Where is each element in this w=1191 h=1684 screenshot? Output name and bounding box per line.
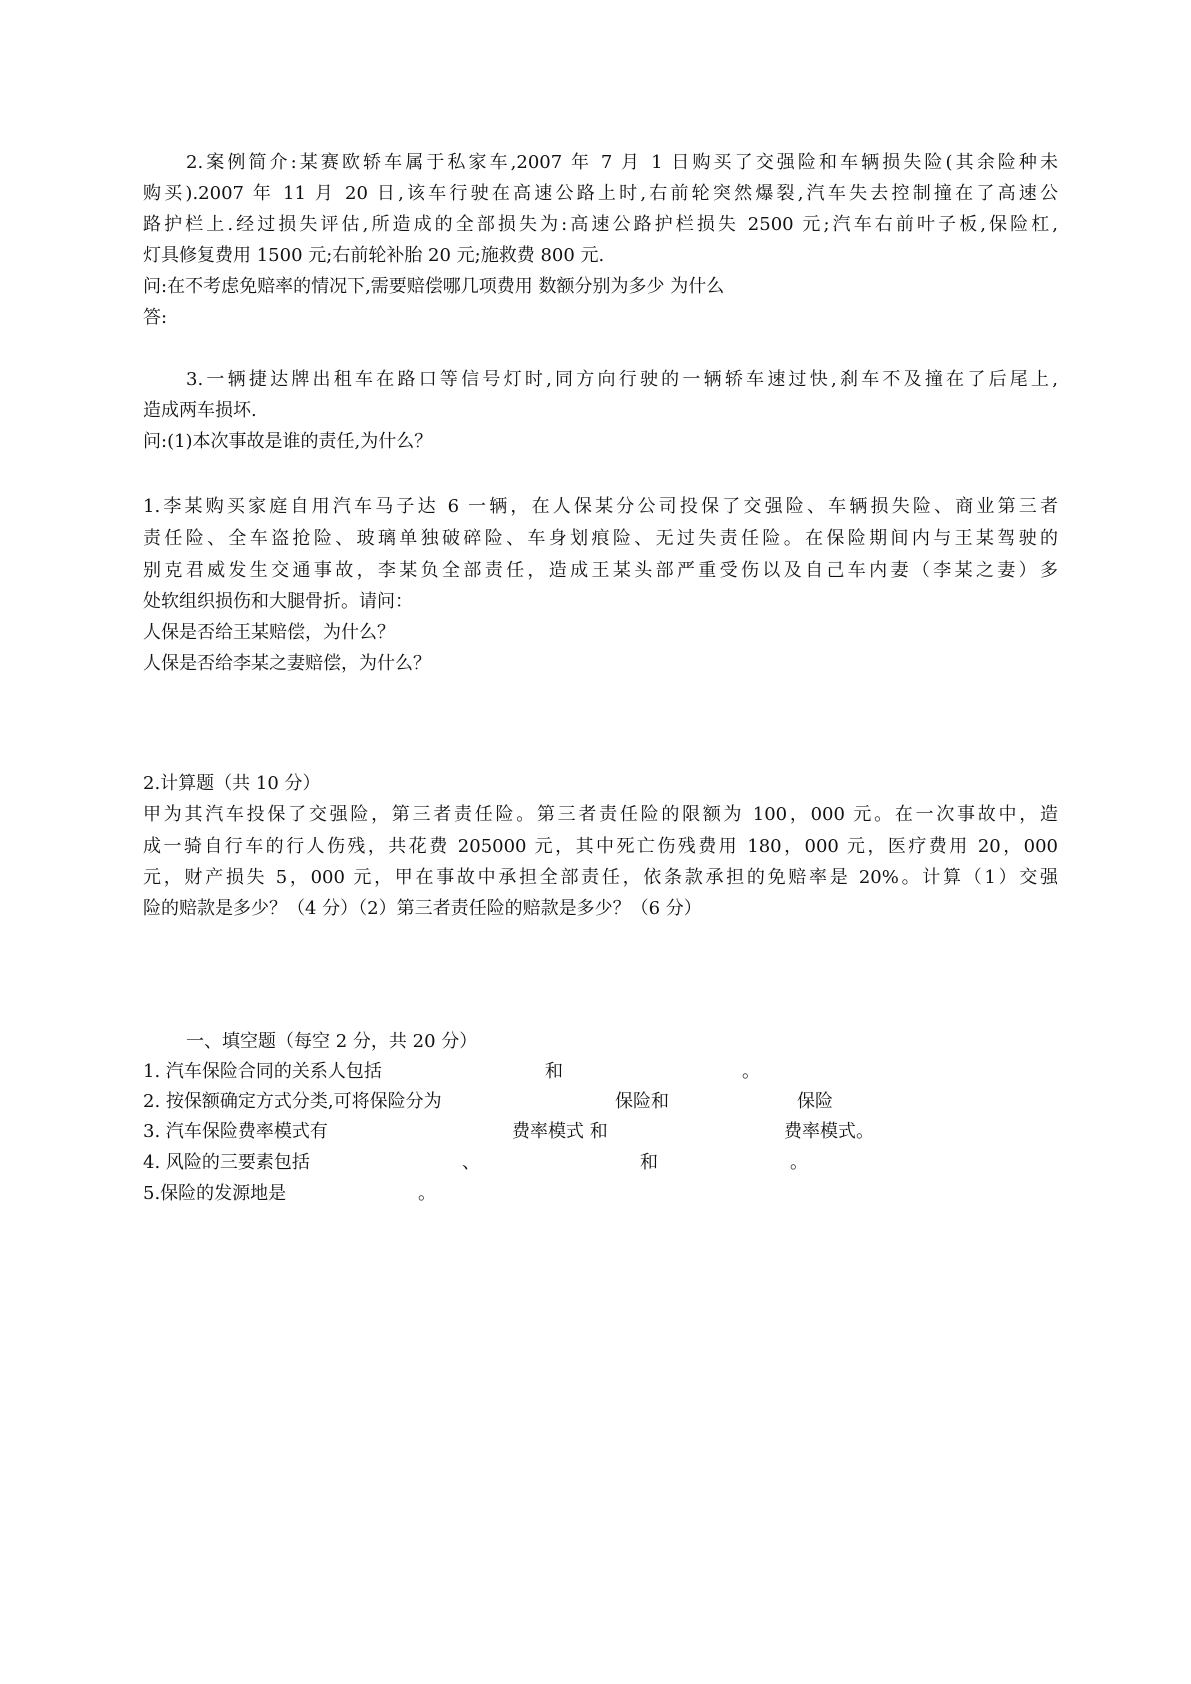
- case-2-question: 问:在不考虑免赔率的情况下,需要赔偿哪几项费用 数额分别为多少 为什么: [143, 276, 725, 297]
- case-1-line: 处软组织损伤和大腿骨折。请问：: [143, 591, 413, 612]
- case-2-line: 灯具修复费用 1500 元;右前轮补胎 20 元;施救费 800 元.: [143, 245, 605, 266]
- question-text: 保险和: [615, 1091, 669, 1112]
- calculation-line: 元，财产损失 5，000 元，甲在事故中承担全部责任，依条款承担的免赔率是 20%。计算（1）交强: [143, 867, 1058, 888]
- question-text: 和: [545, 1061, 563, 1082]
- fill-in-heading: 一、填空题（每空 2 分，共 20 分）: [186, 1031, 478, 1052]
- question-text: 1. 汽车保险合同的关系人包括: [143, 1061, 382, 1082]
- question-text: 3. 汽车保险费率模式有: [143, 1121, 328, 1142]
- question-text: 。: [742, 1061, 760, 1082]
- question-text: 、: [462, 1152, 480, 1173]
- question-text: 费率模式 和: [512, 1121, 608, 1142]
- calculation-line: 甲为其汽车投保了交强险，第三者责任险。第三者责任险的限额为 100，000 元。在一次事故中，造: [143, 804, 1058, 825]
- case-3-line: 造成两车损坏.: [143, 400, 257, 421]
- case-1-line: 责任险、全车盗抢险、玻璃单独破碎险、车身划痕险、无过失责任险。在保险期间内与王某驾驶的: [143, 528, 1058, 549]
- calculation-heading: 2.计算题（共 10 分）: [143, 773, 321, 794]
- question-text: 。: [790, 1152, 808, 1173]
- question-text: 5.保险的发源地是: [143, 1183, 287, 1204]
- case-3-question: 问:(1)本次事故是谁的责任,为什么？: [143, 431, 433, 452]
- case-2-line: 2.案例简介:某赛欧轿车属于私家车,2007 年 7 月 1 日购买了交强险和车辆损失险(其余险种未: [186, 152, 1058, 173]
- question-text: 2. 按保额确定方式分类,可将保险分为: [143, 1091, 442, 1112]
- question-text: 4. 风险的三要素包括: [143, 1152, 310, 1173]
- case-1-line: 1.李某购买家庭自用汽车马子达 6 一辆，在人保某分公司投保了交强险、车辆损失险、商业第三者: [143, 496, 1058, 517]
- case-2-answer-label: 答:: [143, 307, 168, 328]
- case-3-line: 3.一辆捷达牌出租车在路口等信号灯时,同方向行驶的一辆轿车速过快,刹车不及撞在了后尾上,: [186, 369, 1058, 390]
- case-1-line: 别克君威发生交通事故，李某负全部责任，造成王某头部严重受伤以及自己车内妻（李某之妻）多: [143, 560, 1058, 581]
- question-text: 保险: [797, 1091, 833, 1112]
- case-2-line: 购买).2007 年 11 月 20 日,该车行驶在高速公路上时,右前轮突然爆裂,汽车失去控制撞在了高速公: [143, 183, 1058, 204]
- calculation-line: 成一骑自行车的行人伤残，共花费 205000 元，其中死亡伤残费用 180，000 元，医疗费用 20，000: [143, 836, 1058, 857]
- question-text: 费率模式。: [784, 1121, 874, 1142]
- case-1-question: 人保是否给李某之妻赔偿，为什么？: [143, 653, 431, 674]
- case-2-line: 路护栏上.经过损失评估,所造成的全部损失为:高速公路护栏损失 2500 元;汽车右前叶子板,保险杠,: [143, 214, 1058, 235]
- question-text: 。: [418, 1183, 436, 1204]
- question-text: 和: [640, 1152, 658, 1173]
- case-1-question: 人保是否给王某赔偿，为什么？: [143, 622, 395, 643]
- calculation-line: 险的赔款是多少？（4 分）（2）第三者责任险的赔款是多少？（6 分）: [143, 898, 702, 919]
